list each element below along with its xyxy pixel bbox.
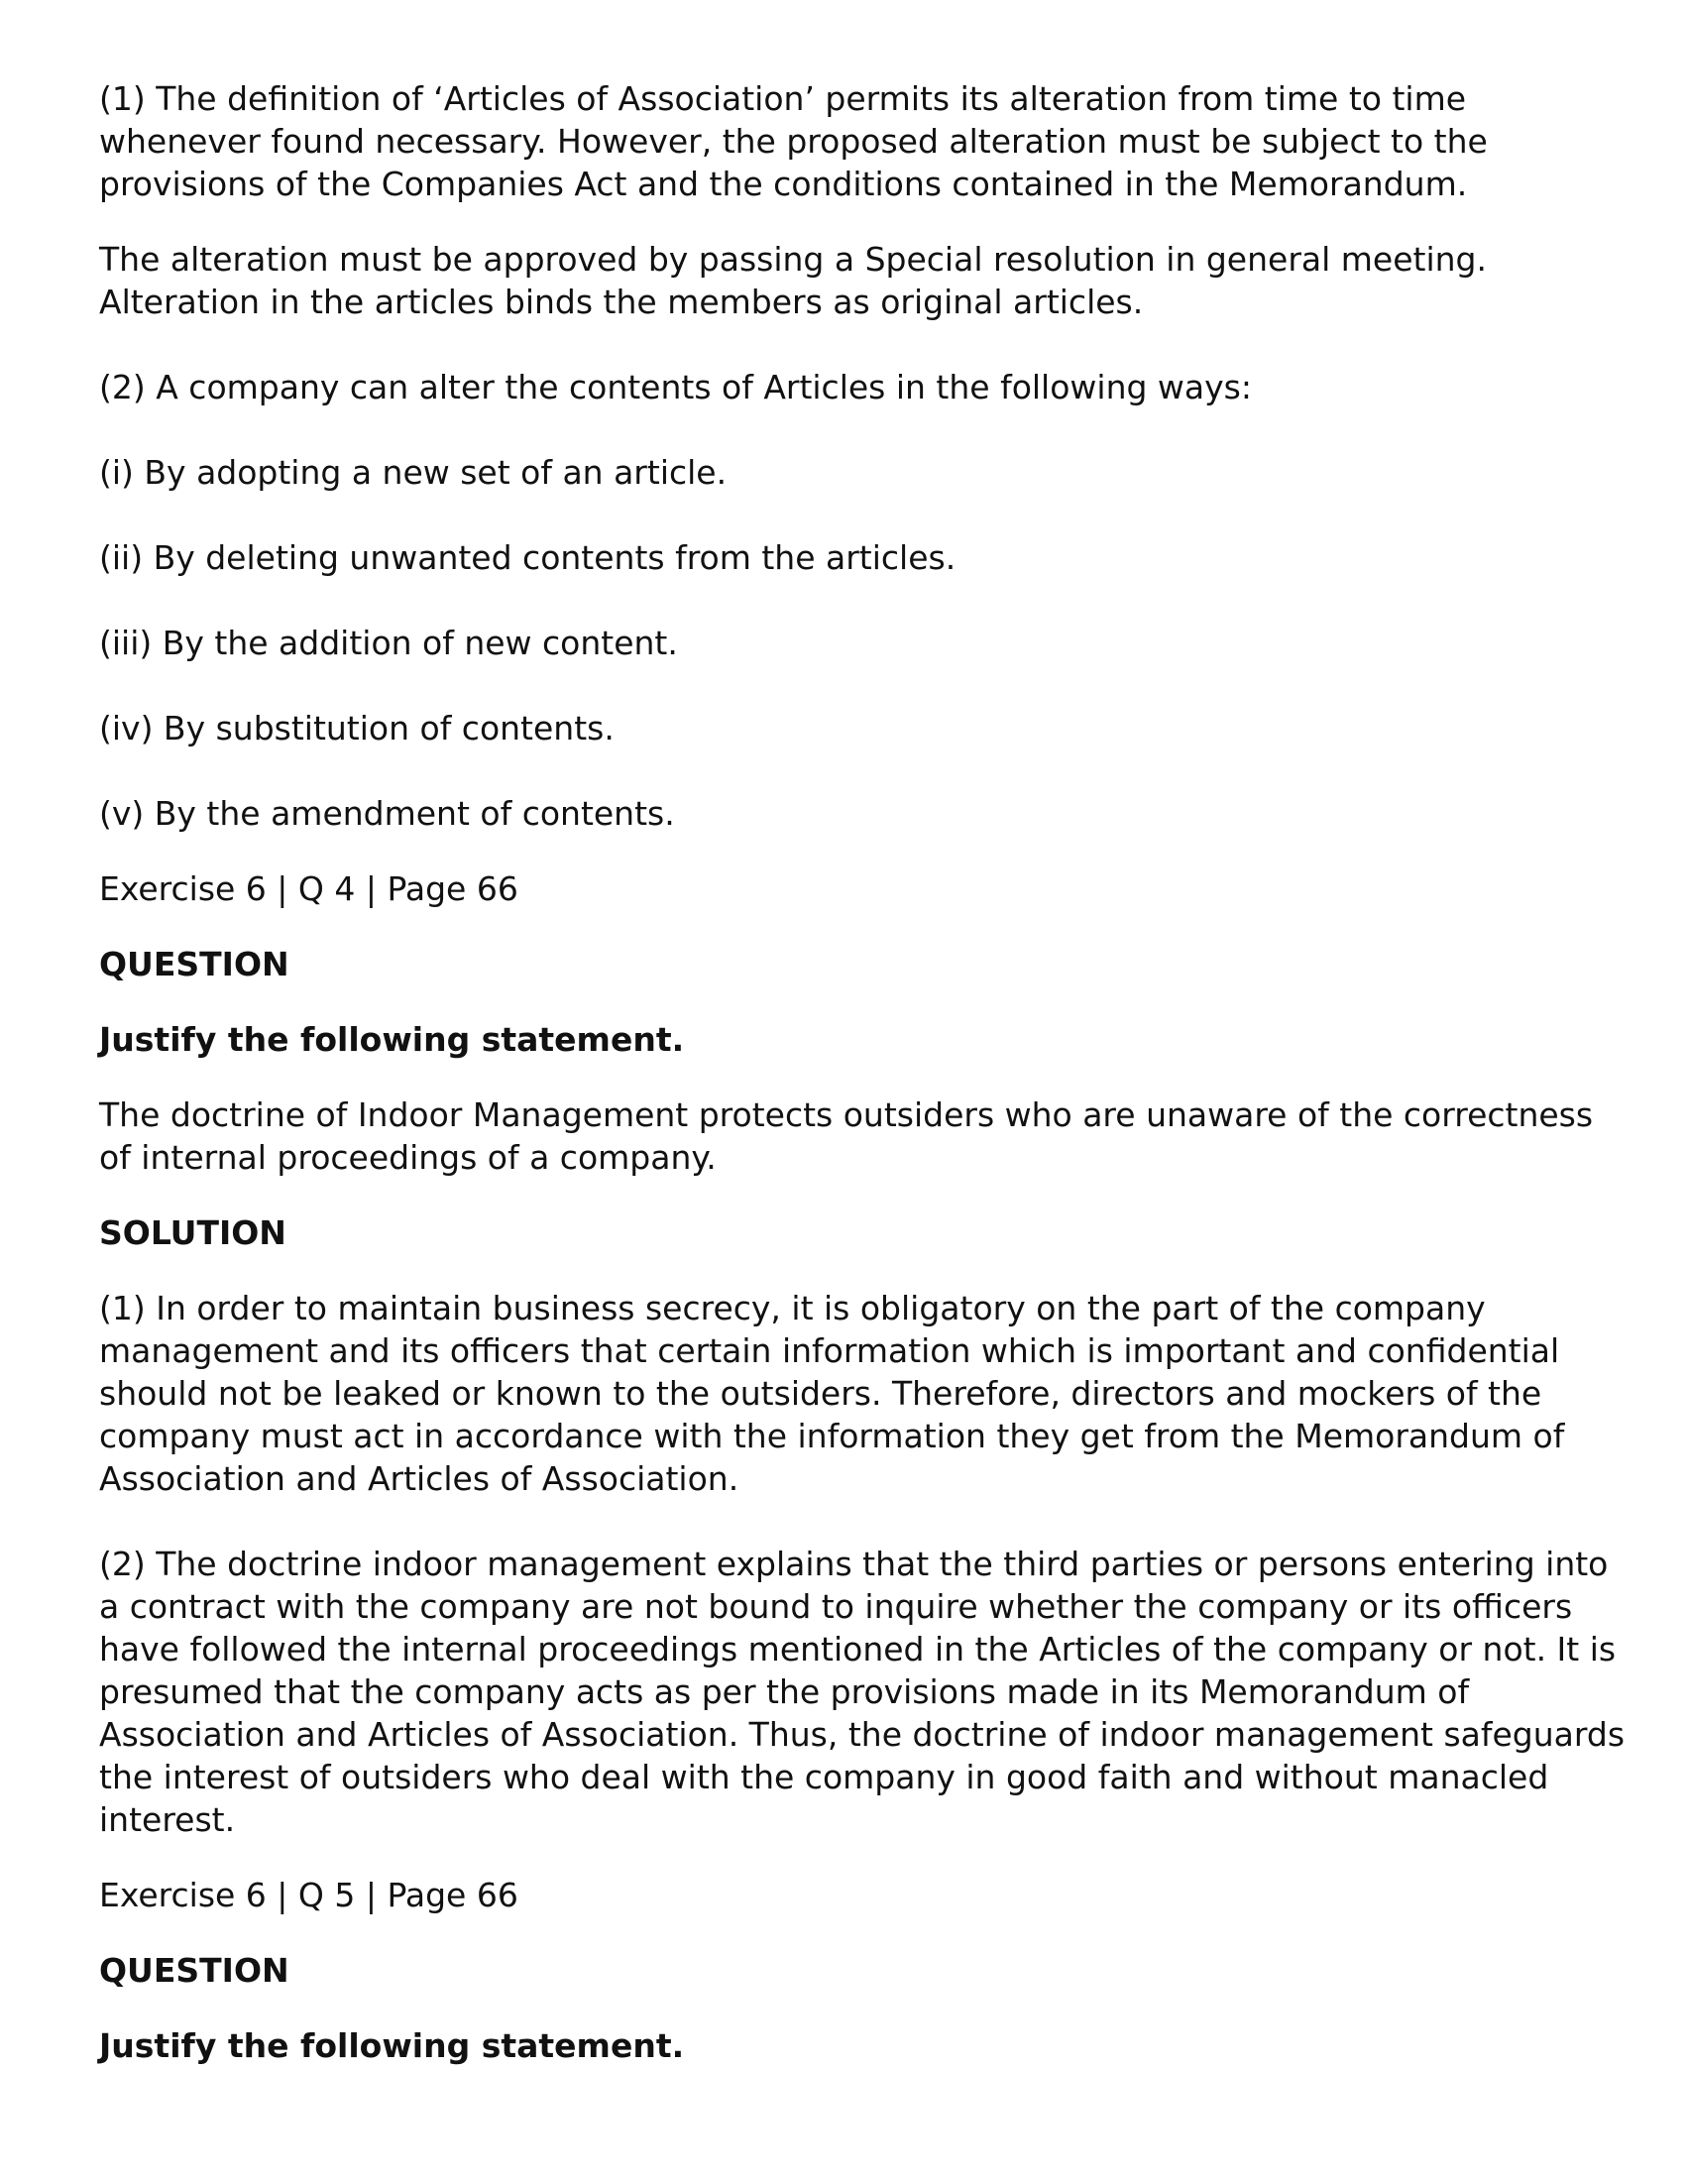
exercise-reference: Exercise 6 | Q 5 | Page 66 [99, 1876, 518, 1914]
list-item: (i) By adopting a new set of an article. [99, 453, 728, 492]
exercise-reference: Exercise 6 | Q 4 | Page 66 [99, 869, 518, 908]
question-instruction: Justify the following statement. [99, 1020, 685, 1059]
solution-paragraph-2: (2) The doctrine indoor management explains that the third parties or persons entering into a contract with the company are not bound to inquire whether the company or its officers have followed the internal proceedings mentioned in the Articles of the company or not. It is presumed that the company acts as per the provisions made in its Memorandum of Association and Articles of Association. Thus, the doctrine of indoor management safeguards the interest of outsiders who deal with the company in good faith and without manacled interest. [99, 1545, 1626, 1839]
list-item: (iv) By substitution of contents. [99, 709, 615, 747]
document-page [99, 77, 1626, 2067]
question-heading: QUESTION [99, 1951, 289, 1990]
alteration-ways-intro: (2) A company can alter the contents of Articles in the following ways: [99, 368, 1252, 406]
list-item: (ii) By deleting unwanted contents from the articles. [99, 538, 957, 577]
list-item: (iii) By the addition of new content. [99, 624, 678, 662]
question-statement: The doctrine of Indoor Management protects outsiders who are unaware of the correctness of internal proceedings of a company. [99, 1095, 1594, 1177]
question-instruction: Justify the following statement. [99, 2026, 685, 2065]
question-heading: QUESTION [99, 945, 289, 983]
solution-paragraph-1: (1) In order to maintain business secrecy, it is obligatory on the part of the company management and its officers that certain information which is important and confidential should not be leaked or known to the outsiders. Therefore, directors and mockers of the company must act in accordance with the information they get from the Memorandum of Association and Articles of Association. [99, 1289, 1565, 1498]
solution-heading: SOLUTION [99, 1213, 286, 1252]
alteration-definition-paragraph: (1) The definition of ‘Articles of Association’ permits its alteration from time to time whenever found necessary. However, the proposed alteration must be subject to the provisions of the Companies Act and the conditions contained in the Memorandum. [99, 79, 1488, 203]
list-item: (v) By the amendment of contents. [99, 794, 675, 833]
special-resolution-paragraph: The alteration must be approved by passing a Special resolution in general meeting. Alteration in the articles binds the members as original articles. [99, 240, 1487, 321]
